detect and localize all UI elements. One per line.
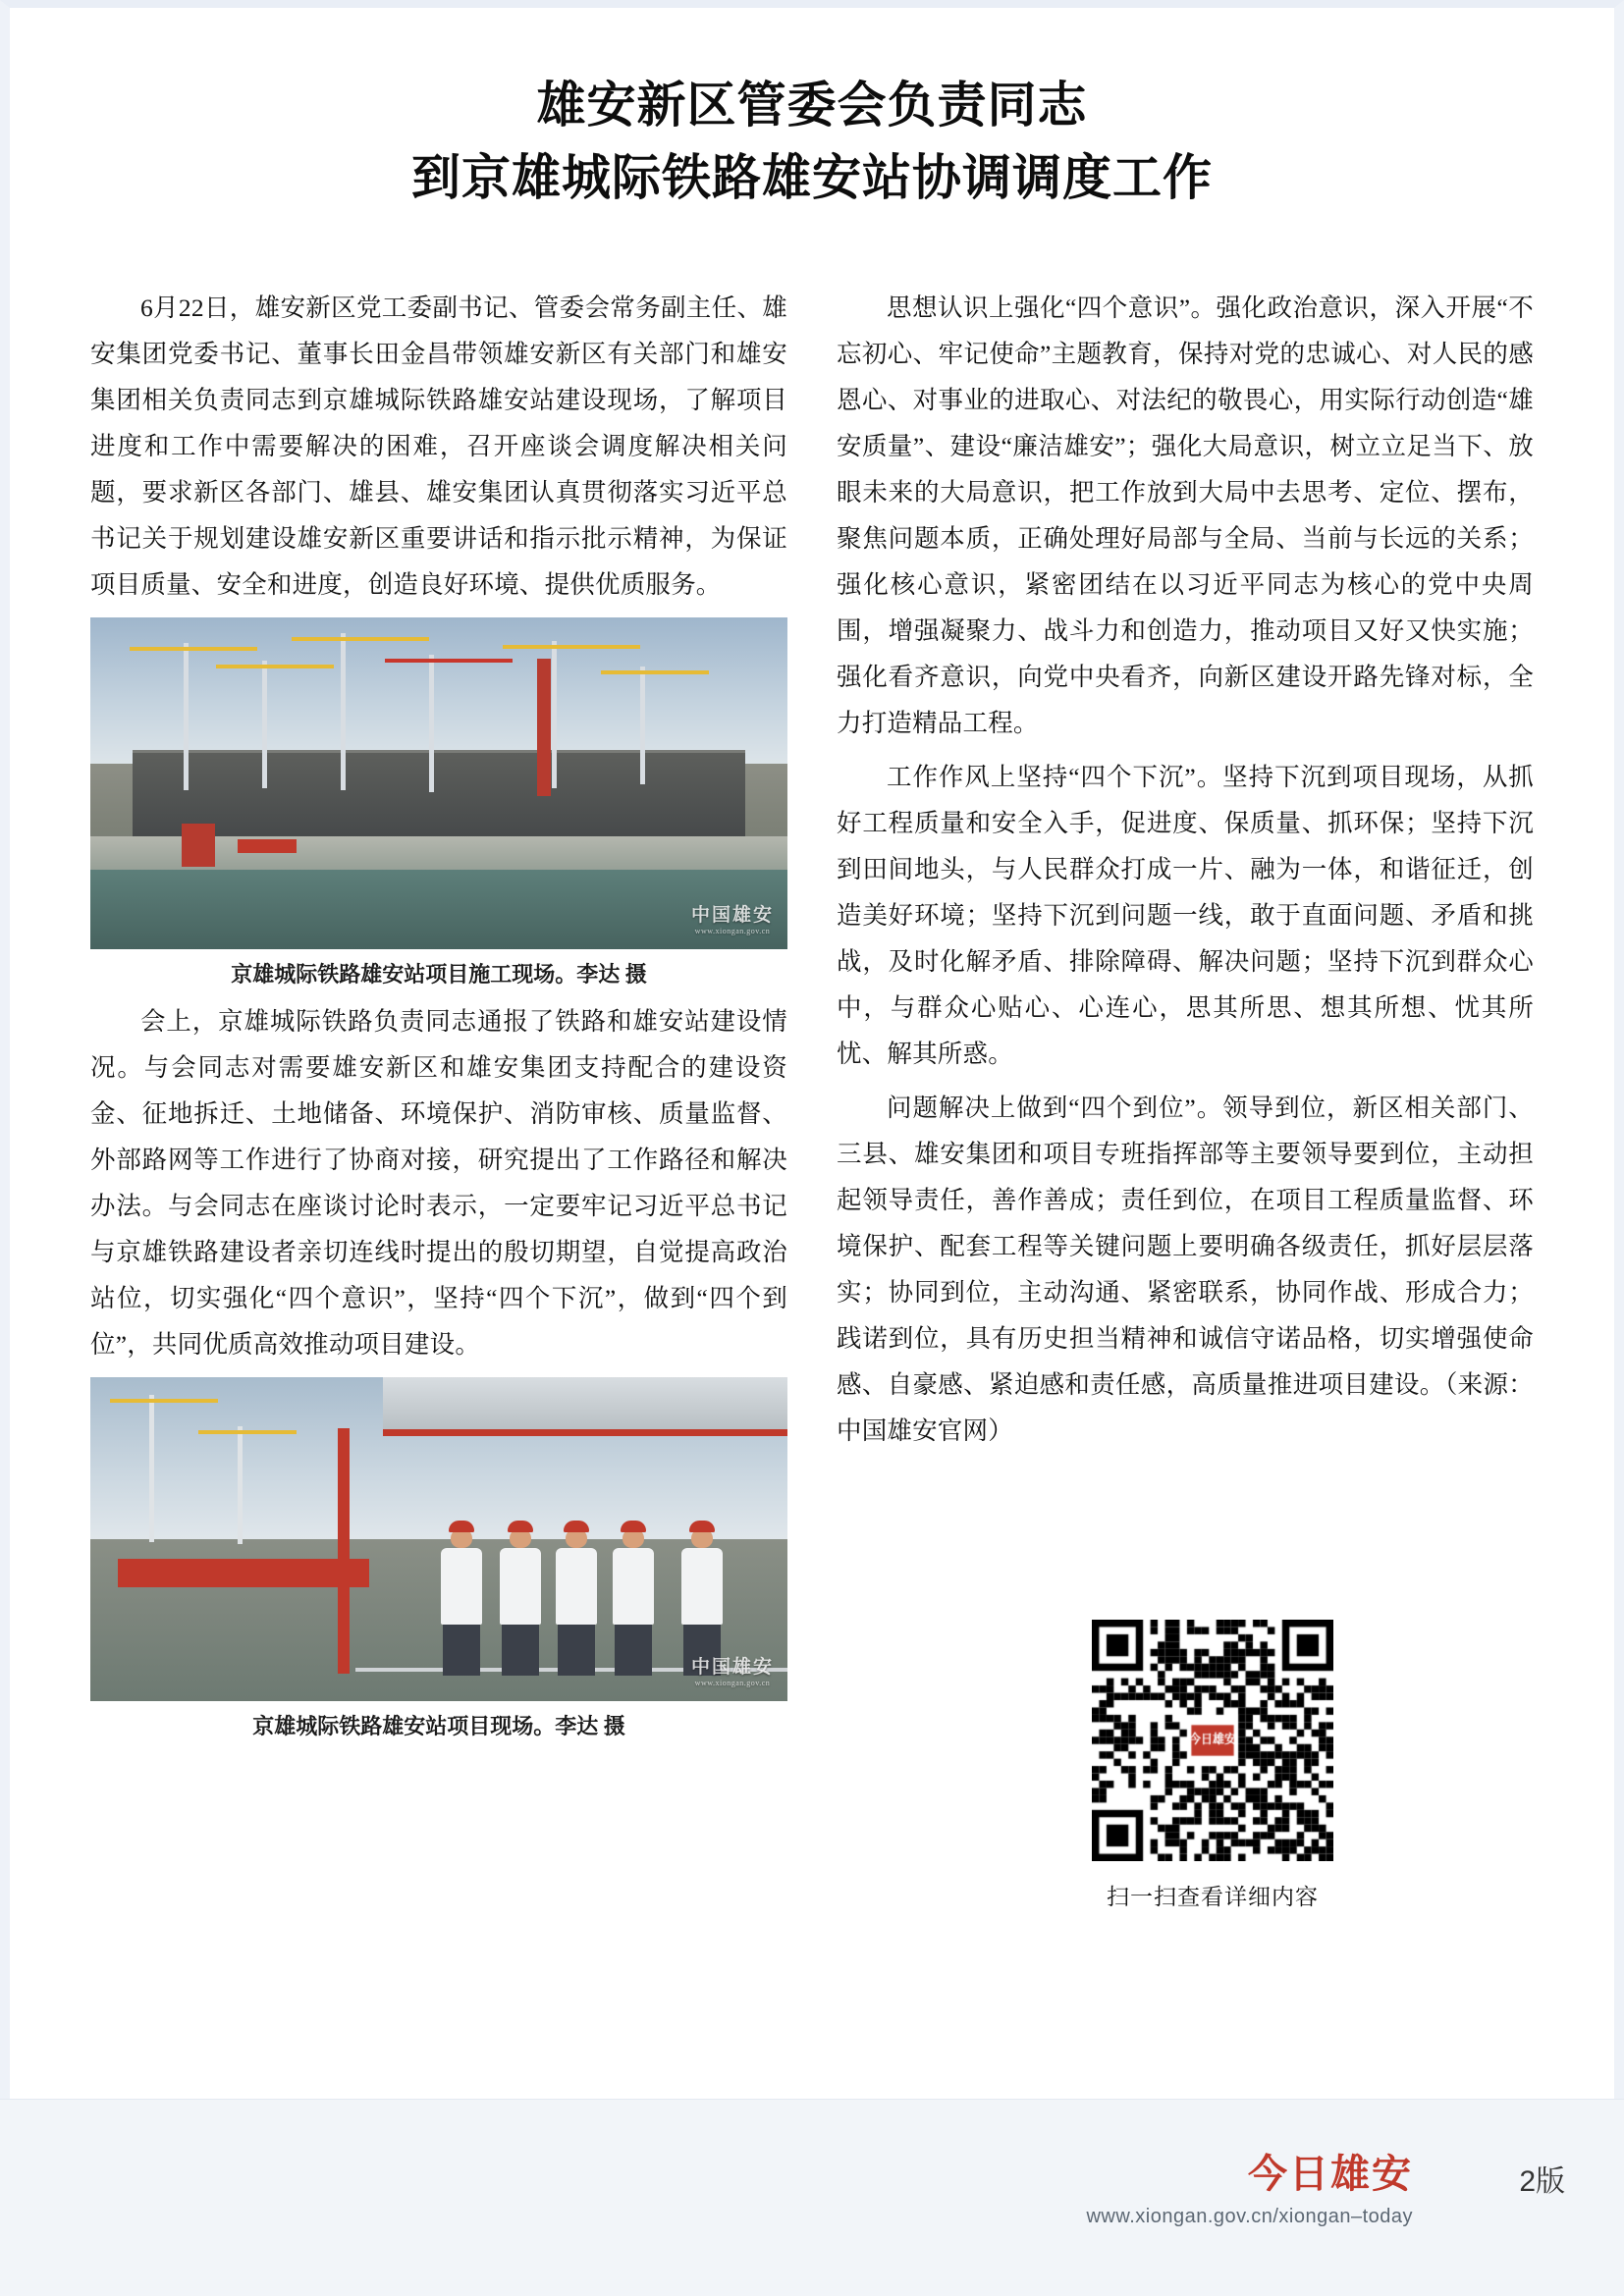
qr-code-image[interactable] bbox=[1092, 1620, 1333, 1861]
person-body bbox=[613, 1548, 654, 1625]
crane-mast bbox=[238, 1426, 243, 1544]
person-body bbox=[681, 1548, 723, 1625]
photo-watermark bbox=[691, 900, 774, 935]
qr-code-block bbox=[1056, 1620, 1370, 1911]
person-body bbox=[441, 1548, 482, 1625]
headline-line-1: 雄安新区管委会负责同志 bbox=[536, 78, 1088, 133]
crane-jib bbox=[601, 670, 709, 674]
hardhat-icon bbox=[449, 1521, 474, 1532]
photo2-red-banner bbox=[118, 1559, 369, 1588]
crane-jib bbox=[130, 647, 257, 651]
right-paragraph-2: 工作作风上坚持“四个下沉”。坚持下沉到项目现场，从抓好工程质量和安全入手，促进度、保质量、抓环保；坚持下沉到田间地头，与人民群众打成一片、融为一体，和谐征迁，创造美好环境；坚持下沉到问题一线，敢于直面问题、矛盾和挑战，及时化解矛盾、排除障碍、解决问题；坚持下沉到群众心中，与群众心贴心、心连心，思其所思、想其所想、忧其所忧、解其所惑。 bbox=[837, 763, 1534, 1068]
person-legs bbox=[502, 1625, 539, 1676]
left-paragraph-2: 会上，京雄城际铁路负责同志通报了铁路和雄安站建设情况。与会同志对需要雄安新区和雄安集团支持配合的建设资金、征地拆迁、土地储备、环境保护、消防审核、质量监督、外部路网等工作进行了协商对接，研究提出了工作路径和解决办法。与会同志在座谈讨论时表示，一定要牢记习近平总书记与京雄铁路建设者亲切连线时提出的殷切期望，自觉提高政治站位，切实强化“四个意识”，坚持“四个下沉”，做到“四个到位”，共同优质高效推动项目建设。 bbox=[90, 1007, 787, 1359]
hardhat-icon bbox=[564, 1521, 589, 1532]
qr-caption: 扫一扫查看详细内容 bbox=[1107, 1884, 1319, 1909]
crane-jib bbox=[216, 665, 334, 668]
person-figure bbox=[554, 1521, 599, 1676]
photo-structure bbox=[133, 750, 746, 839]
person-body bbox=[556, 1548, 597, 1625]
person-figure bbox=[439, 1521, 484, 1676]
footer-url[interactable]: www.xiongan.gov.cn/xiongan–today bbox=[1086, 2206, 1413, 2227]
right-column bbox=[837, 285, 1534, 1462]
photo-water bbox=[90, 870, 787, 949]
person-legs bbox=[615, 1625, 652, 1676]
crane-mast bbox=[640, 667, 645, 784]
page-footer bbox=[0, 2099, 1624, 2296]
left-column bbox=[90, 285, 787, 1746]
photo-site-visit bbox=[90, 1377, 787, 1701]
page-title bbox=[118, 69, 1506, 214]
crane-jib bbox=[503, 645, 640, 649]
hardhat-icon bbox=[689, 1521, 715, 1532]
crane-mast bbox=[552, 641, 557, 788]
site-banner bbox=[238, 839, 297, 853]
watermark-text: 中国雄安 bbox=[690, 1657, 774, 1678]
hardhat-icon bbox=[621, 1521, 646, 1532]
person-figure bbox=[498, 1521, 543, 1676]
canopy-post bbox=[338, 1428, 350, 1674]
left-paragraph-1: 6月22日，雄安新区党工委副书记、管委会常务副主任、雄安集团党委书记、董事长田金昌带领雄安新区有关部门和雄安集团相关负责同志到京雄城际铁路雄安站建设现场，了解项目进度和工作中需要解决的困难，召开座谈会调度解决相关问题，要求新区各部门、雄县、雄安集团认真贯彻落实习近平总书记关于规划建设雄安新区重要讲话和指示批示精神，为保证项目质量、安全和进度，创造良好环境、提供优质服务。 bbox=[90, 294, 787, 599]
crane-jib bbox=[198, 1430, 297, 1434]
footer-brand: 今日雄安 bbox=[1248, 2152, 1413, 2196]
figure-1-caption: 京雄城际铁路雄安站项目施工现场。李达 摄 bbox=[231, 962, 647, 987]
figure-site-visit bbox=[90, 1377, 787, 1746]
red-shed bbox=[182, 824, 215, 867]
photo2-canopy bbox=[383, 1377, 787, 1436]
crane-mast bbox=[262, 661, 267, 788]
red-tower bbox=[537, 659, 551, 796]
person-legs bbox=[443, 1625, 480, 1676]
headline-line-2: 到京雄城际铁路雄安站协调调度工作 bbox=[411, 150, 1213, 205]
person-figure bbox=[611, 1521, 656, 1676]
watermark-url: www.xiongan.gov.cn bbox=[694, 1679, 771, 1687]
crane-mast bbox=[429, 655, 434, 792]
photo-construction-site bbox=[90, 617, 787, 949]
crane-mast bbox=[341, 633, 346, 790]
figure-2-caption: 京雄城际铁路雄安站项目现场。李达 摄 bbox=[252, 1714, 625, 1738]
photo-watermark bbox=[691, 1652, 774, 1687]
watermark-url: www.xiongan.gov.cn bbox=[694, 927, 771, 935]
crane-mast bbox=[184, 643, 189, 790]
right-paragraph-3: 问题解决上做到“四个到位”。领导到位，新区相关部门、三县、雄安集团和项目专班指挥部等主要领导要到位，主动担起领导责任，善作善成；责任到位，在项目工程质量监督、环境保护、配套工程等关键问题上要明确各级责任，抓好层层落实；协同到位，主动沟通、紧密联系，协同作战、形成合力；践诺到位，具有历史担当精神和诚信守诺品格，切实增强使命感、自豪感、紧迫感和责任感，高质量推进项目建设。（来源：中国雄安官网） bbox=[837, 1094, 1534, 1445]
person-body bbox=[500, 1548, 541, 1625]
person-legs bbox=[558, 1625, 595, 1676]
footer-brand-block bbox=[1086, 2151, 1413, 2228]
crane-jib bbox=[385, 659, 513, 663]
crane-mast bbox=[149, 1395, 154, 1542]
crane-jib bbox=[292, 637, 429, 641]
hardhat-icon bbox=[508, 1521, 533, 1532]
qr-canvas bbox=[1092, 1620, 1333, 1861]
photo-sky bbox=[90, 617, 787, 770]
page-number: 2版 bbox=[1519, 2165, 1565, 2198]
crane-jib bbox=[110, 1399, 218, 1403]
right-paragraph-1: 思想认识上强化“四个意识”。强化政治意识，深入开展“不忘初心、牢记使命”主题教育，保持对党的忠诚心、对人民的感恩心、对事业的进取心、对法纪的敬畏心，用实际行动创造“雄安质量”、建设“廉洁雄安”；强化大局意识，树立立足当下、放眼未来的大局意识，把工作放到大局中去思考、定位、摆布，聚焦问题本质，正确处理好局部与全局、当前与长远的关系；强化核心意识，紧密团结在以习近平同志为核心的党中央周围，增强凝聚力、战斗力和创造力，推动项目又好又快实施；强化看齐意识，向党中央看齐，向新区建设开路先锋对标，全力打造精品工程。 bbox=[837, 294, 1534, 737]
watermark-text: 中国雄安 bbox=[690, 905, 774, 926]
figure-construction-site bbox=[90, 617, 787, 994]
